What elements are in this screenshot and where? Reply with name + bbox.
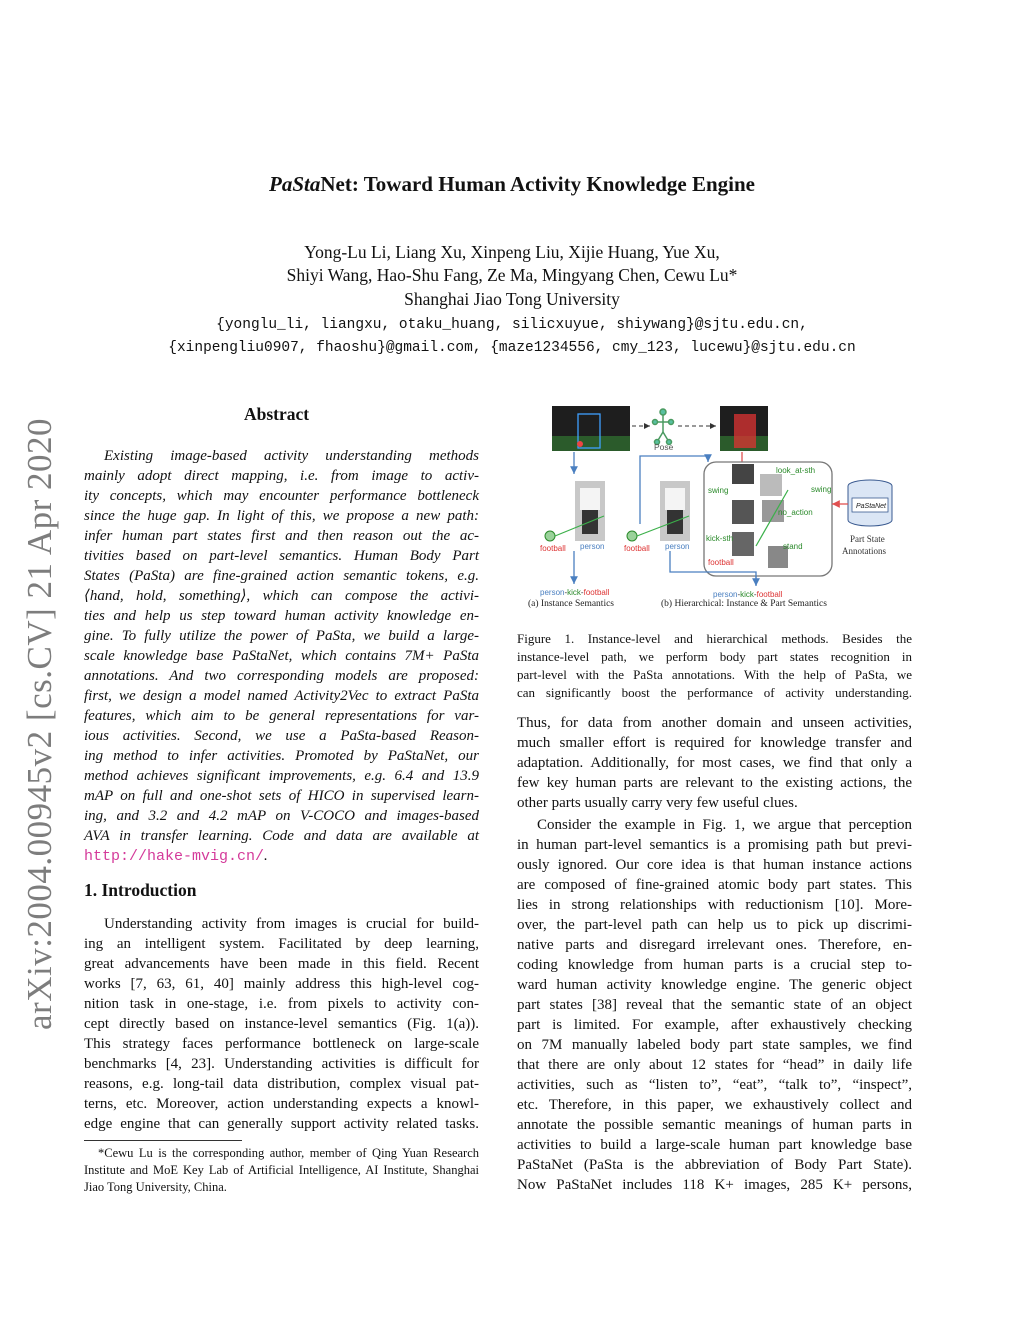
person-label-a: person	[580, 542, 605, 551]
text-line: gine. To fully utilize the power of PaSta, we build a large-	[84, 628, 479, 644]
text-line: coding knowledge from human parts is a crucial step to-	[517, 957, 912, 973]
text-line: ward human activity knowledge engine. The generic object	[517, 977, 912, 993]
email-line-2: {xinpengliu0907, fhaoshu}@gmail.com, {maze1234556, cmy_123, lucewu}@sjtu.edu.cn	[168, 340, 856, 356]
text-line: ously ignored. Our core idea is that human instance actions	[517, 857, 912, 873]
kick-label: kick-sth	[706, 534, 734, 543]
text-line: are composed of fine-grained atomic body part states. This	[517, 877, 912, 893]
text-line: States (PaSta) are fine-grained action semantic tokens, e.g.	[84, 568, 479, 584]
text-line: on 7M manually labeled body part state samples, we find	[517, 1037, 912, 1053]
text-line: Existing image-based activity understanding methods	[104, 448, 479, 464]
database-label: PaStaNet	[856, 503, 886, 510]
text-line: ing, and 3.2 and 4.2 mAP on V-COCO and images-based	[84, 808, 479, 824]
text-line: adaptation. Additionally, for most cases, we find that only a	[517, 755, 912, 771]
swing-right-label: swing	[811, 485, 832, 494]
text-line: Figure 1. Instance-level and hierarchical methods. Besides the	[517, 631, 912, 646]
introduction-heading: 1. Introduction	[84, 880, 197, 900]
text-line: first, we design a model named Activity2Vec to extract PaSta	[84, 688, 479, 704]
text-line: ⟨hand, hold, something⟩, which can compose the activi-	[84, 588, 479, 604]
text-line: scale knowledge base PaStaNet, which contains 7M+ PaSta	[84, 648, 479, 664]
text-line: ties and help us step toward human activity knowledge en-	[84, 608, 479, 624]
input-image-left	[552, 406, 630, 451]
text-line: Now PaStaNet includes 118 K+ images, 285 K+ persons,	[517, 1177, 912, 1193]
no-action-label: no_action	[778, 508, 813, 517]
triple-b: person-kick-football	[713, 590, 783, 599]
text-line: features, which aim to be general representations for var-	[84, 708, 479, 724]
caption-b: (b) Hierarchical: Instance & Part Semantics	[661, 599, 827, 609]
text-line: activities, such as “listen to”, “eat”, “talk to”, “inspect”,	[517, 1077, 912, 1093]
football-label-a: football	[540, 544, 566, 553]
text-line: annotate the possible semantic meanings of human parts in	[517, 1117, 912, 1133]
football-label-b: football	[624, 544, 650, 553]
text-line: reasons, e.g. long-tail data distribution, complex visual pat-	[84, 1076, 479, 1092]
text-line: method achieves significant improvements, e.g. 6.4 and 13.9	[84, 768, 479, 784]
text-line: activities to build a large-scale human part knowledge base	[517, 1137, 912, 1153]
football-icon	[545, 531, 555, 541]
stand-label: stand	[783, 542, 803, 551]
footnote-line: *Cewu Lu is the corresponding author, member of Qing Yuan Research	[98, 1146, 479, 1160]
text-line: ity concepts, which may encounter performance bottleneck	[84, 488, 479, 504]
text-line: lies in strong relationships with reductionism [10]. More-	[517, 897, 912, 913]
text-line: cept directly based on instance-level semantics (Fig. 1(a)).	[84, 1016, 479, 1032]
author-line-1: Yong-Lu Li, Liang Xu, Xinpeng Liu, Xijie Huang, Yue Xu,	[304, 242, 720, 262]
triple-a: person-kick-football	[540, 588, 610, 597]
text-line: infer human part states first and then reason out the ac-	[84, 528, 479, 544]
person-label-b: person	[665, 542, 690, 551]
pose-skeleton-icon	[653, 409, 674, 445]
footnote-line: Institute and MoE Key Lab of Artificial Intelligence, AI Institute, Shanghai	[84, 1163, 479, 1177]
text-line: Thus, for data from another domain and unseen activities,	[517, 715, 912, 731]
abstract-heading: Abstract	[244, 404, 310, 424]
text-line: etc. Therefore, in this paper, we exhaustively collect and	[517, 1097, 912, 1113]
introduction-body	[84, 914, 479, 1134]
text-line: over, the part-level path can help us to pick up discrimi-	[517, 917, 912, 933]
abstract-link-line: http://hake-mvig.cn/.	[84, 848, 268, 865]
text-line: terns, etc. Moreover, action understanding expects a knowl-	[84, 1096, 479, 1112]
part-state-label: Part State	[850, 534, 885, 544]
text-line: ious activities. Second, we use a PaSta-based Reason-	[84, 728, 479, 744]
text-line: can significantly boost the performance of activity understanding.	[517, 685, 912, 700]
text-line: mAP on full and one-shot sets of HICO in supervised learn-	[84, 788, 479, 804]
text-line: great advancements have been made in this field. Recent	[84, 956, 479, 972]
abstract-body	[84, 446, 479, 846]
text-line: since the huge gap. In light of this, we propose a new path:	[84, 508, 479, 524]
project-link[interactable]: http://hake-mvig.cn/	[84, 848, 265, 865]
paper-title: PaStaNet: Toward Human Activity Knowledge Engine	[269, 172, 755, 196]
text-line: This strategy faces performance bottleneck on large-scale	[84, 1036, 479, 1052]
text-line: nition task in one-stage, i.e. from pixels to activity con-	[84, 996, 479, 1012]
affiliation: Shanghai Jiao Tong University	[404, 289, 620, 309]
pose-label: Pose	[654, 442, 674, 452]
text-line: Understanding activity from images is crucial for build-	[104, 916, 479, 932]
input-image-right	[720, 406, 768, 451]
text-line: ing method to infer activities. Promoted by PaStaNet, our	[84, 748, 479, 764]
football-part-label: football	[708, 558, 734, 567]
right-paragraph-2	[517, 815, 912, 1195]
text-line: ing an intelligent system. Facilitated by deep learning,	[84, 936, 479, 952]
footnote-line: Jiao Tong University, China.	[84, 1180, 227, 1194]
figure-1-caption	[517, 630, 912, 702]
figure-1	[520, 396, 918, 614]
footnote	[84, 1145, 479, 1196]
text-line: benchmarks [4, 23]. Understanding activities is difficult for	[84, 1056, 479, 1072]
footnote-rule	[84, 1140, 242, 1141]
text-line: other parts usually carry very few useful clues.	[517, 795, 798, 811]
text-line: AVA in transfer learning. Code and data are available at	[84, 828, 479, 844]
caption-a: (a) Instance Semantics	[528, 599, 614, 609]
text-line: part-level with the PaSta annotations. With the help of PaSta, we	[517, 667, 912, 682]
person-image-b	[660, 481, 690, 541]
text-line: mainly adopt direct mapping, i.e. from image to activ-	[84, 468, 479, 484]
arxiv-identifier: arXiv:2004.00945v2 [cs.CV] 21 Apr 2020	[20, 417, 59, 1030]
text-line: annotations. And two corresponding models are proposed:	[84, 668, 479, 684]
person-image-a	[575, 481, 605, 541]
football-icon	[627, 531, 637, 541]
right-paragraph-1	[517, 713, 912, 813]
text-line: part is limited. For example, after exhaustively checking	[517, 1017, 912, 1033]
text-line: part states [38] reveal that the semantic state of an object	[517, 997, 912, 1013]
author-line-2: Shiyi Wang, Hao-Shu Fang, Ze Ma, Mingyang Chen, Cewu Lu*	[286, 265, 738, 285]
text-line: instance-level path, we perform body part states recognition in	[517, 649, 912, 664]
email-line-1: {yonglu_li, liangxu, otaku_huang, silicxuyue, shiywang}@sjtu.edu.cn,	[216, 317, 808, 333]
text-line: Consider the example in Fig. 1, we argue that perception	[537, 817, 912, 833]
text-line: in human part-level semantics is a promising path but previ-	[517, 837, 912, 853]
text-line: native parts and disregard irrelevant ones. Therefore, en-	[517, 937, 912, 953]
text-line: edge engine that can generally support activity related tasks.	[84, 1116, 479, 1132]
text-line: much smaller effort is required for knowledge transfer and	[517, 735, 912, 751]
swing-left-label: swing	[708, 486, 729, 495]
text-line: PaStaNet (PaSta is the abbreviation of Body Part State).	[517, 1157, 912, 1173]
look-at-label: look_at-sth	[776, 466, 816, 475]
text-line: tivities based on part-level semantics. Human Body Part	[84, 548, 479, 564]
text-line: few key human parts are relevant to the existing actions, the	[517, 775, 912, 791]
annotations-label: Annotations	[842, 546, 886, 556]
text-line: that there are only about 12 states for “head” in daily life	[517, 1057, 912, 1073]
text-line: works [7, 63, 61, 40] mainly address this high-level cog-	[84, 976, 479, 992]
